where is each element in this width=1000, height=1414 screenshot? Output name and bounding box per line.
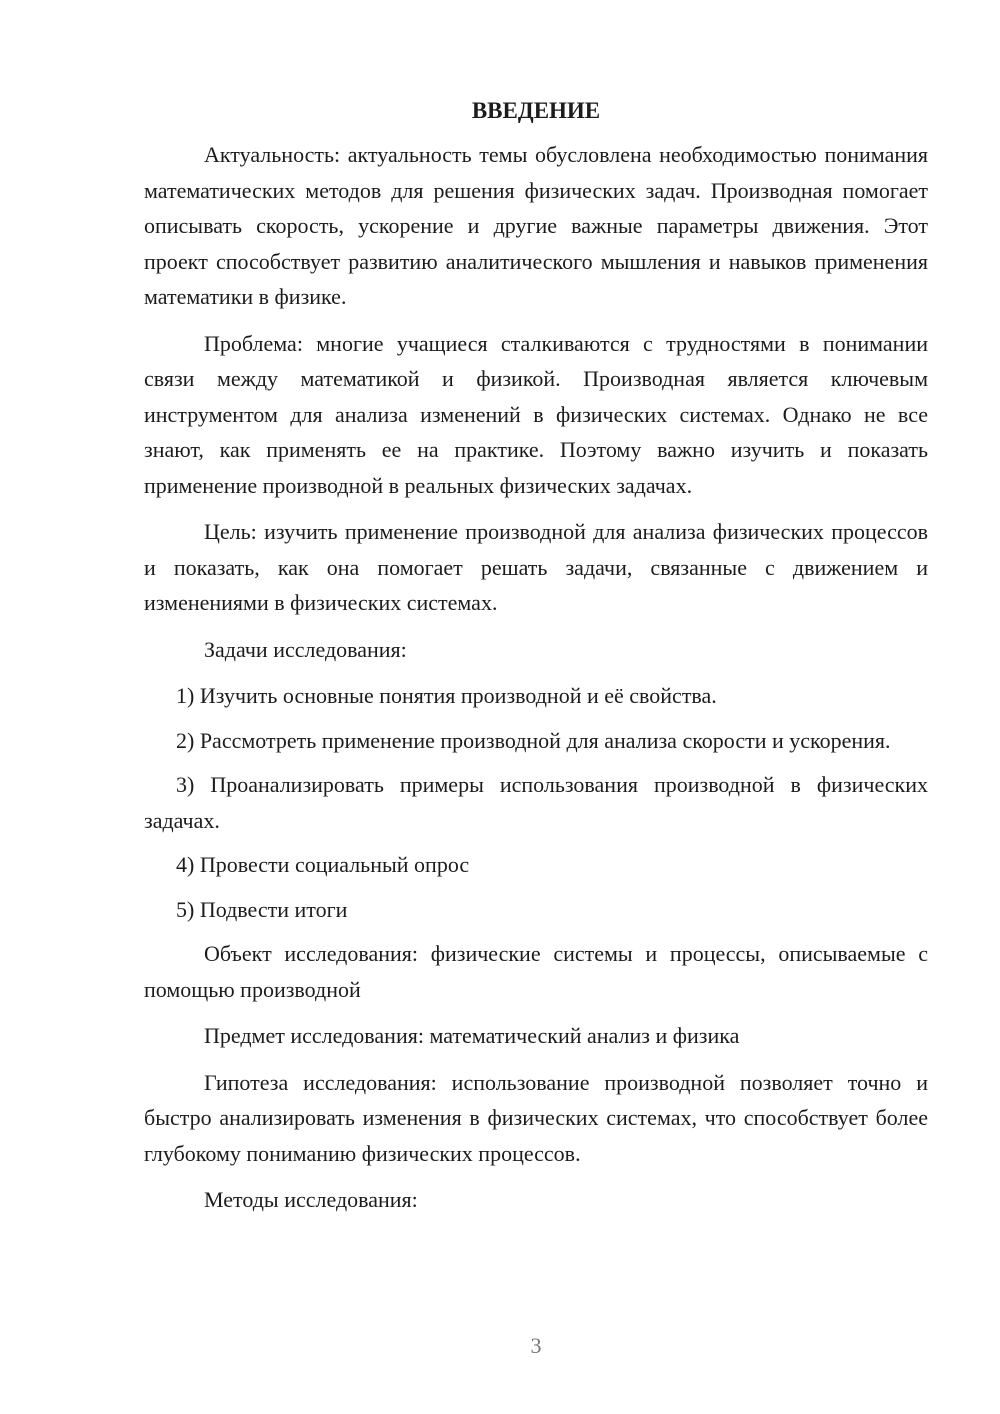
methods-heading: Методы исследования:: [204, 1187, 418, 1212]
page-number: 3: [530, 1333, 542, 1358]
relevance-paragraph: Актуальность: актуальность темы обусловлена необходимостью понимания математических методов для решения физических задач. Производная помогает описывать скорость, ускорение и другие важные параметры движения. Этот проект способствует развитию аналитического мышления и навыков применения математики в физике.: [144, 142, 928, 309]
page-title: ВВЕДЕНИЕ: [471, 98, 601, 123]
list-item: 2) Рассмотреть применение производной для анализа скорости и ускорения.: [176, 727, 891, 753]
list-item: 1) Изучить основные понятия производной и её свойства.: [176, 683, 717, 708]
tasks-list: [144, 678, 928, 927]
subject-paragraph: Предмет исследования: математический анализ и физика: [204, 1023, 740, 1048]
list-item: 5) Подвести итоги: [176, 896, 348, 922]
object-paragraph: Объект исследования: физические системы и процессы, описываемые с помощью производной: [144, 941, 928, 1002]
tasks-heading: Задачи исследования:: [204, 636, 407, 662]
goal-paragraph: Цель: изучить применение производной для анализа физических процессов и показать, как она помогает решать задачи, связанные с движением и изменениями в физических системах.: [144, 519, 928, 615]
hypothesis-paragraph: Гипотеза исследования: использование производной позволяет точно и быстро анализировать изменения в физических системах, что способствует более глубокому пониманию физических процессов.: [144, 1069, 928, 1166]
page-content: [144, 95, 928, 1229]
list-item: 3) Проанализировать примеры использования производной в физических задачах.: [144, 772, 928, 833]
problem-paragraph: Проблема: многие учащиеся сталкиваются с трудностями в понимании связи между математикой и физикой. Производная является ключевым инструментом для анализа изменений в физических системах. Однако не все знают, как применять ее на практике. Поэтому важно изучить и показать применение производной в реальных физических задачах.: [144, 330, 928, 498]
list-item: 4) Провести социальный опрос: [176, 852, 470, 877]
